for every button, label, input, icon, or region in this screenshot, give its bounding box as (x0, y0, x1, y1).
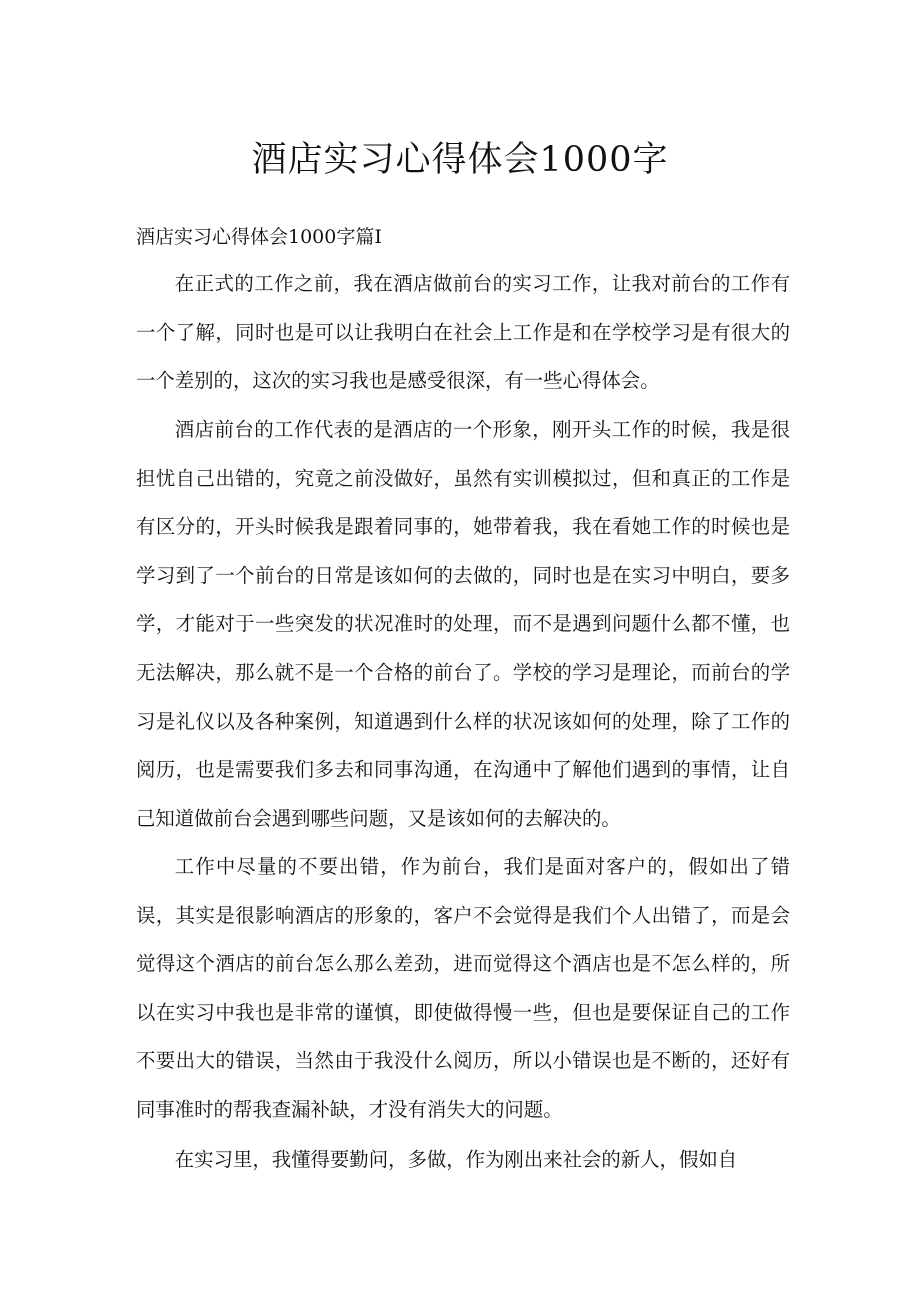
paragraph-3: 工作中尽量的不要出错，作为前台，我们是面对客户的，假如出了错误，其实是很影响酒店的形象的，客户不会觉得是我们个人出错了，而是会觉得这个酒店的前台怎么那么差劲，进而觉得这个酒店也是不怎么样的，所以在实习中我也是非常的谨慎，即使做得慢一些，但也是要保证自己的工作不要出大的错误，当然由于我没什么阅历，所以小错误也是不断的，还好有同事准时的帮我查漏补缺，才没有消失大的问题。 (136, 855, 790, 1121)
paragraph-1: 在正式的工作之前，我在酒店做前台的实习工作，让我对前台的工作有一个了解，同时也是可以让我明白在社会上工作是和在学校学习是有很大的一个差别的，这次的实习我也是感受很深，有一些心得体会。 (136, 272, 790, 393)
paragraph-4: 在实习里，我懂得要勤问，多做，作为刚出来社会的新人，假如自 (174, 1148, 738, 1171)
section-heading: 酒店实习心得体会1000字篇I (136, 226, 382, 248)
paragraph-2: 酒店前台的工作代表的是酒店的一个形象，刚开头工作的时候，我是很担忧自己出错的，究竟之前没做好，虽然有实训模拟过，但和真正的工作是有区分的，开头时候我是跟着同事的，她带着我，我在看她工作的时候也是学习到了一个前台的日常是该如何的去做的，同时也是在实习中明白，要多学，才能对于一些突发的状况准时的处理，而不是遇到问题什么都不懂，也无法解决，那么就不是一个合格的前台了。学校的学习是理论，而前台的学习是礼仪以及各种案例，知道遇到什么样的状况该如何的处理，除了工作的阅历，也是需要我们多去和同事沟通，在沟通中了解他们遇到的事情，让自己知道做前台会遇到哪些问题，又是该如何的去解决的。 (136, 418, 790, 830)
document-title: 酒店实习心得体会1000字 (251, 140, 669, 180)
